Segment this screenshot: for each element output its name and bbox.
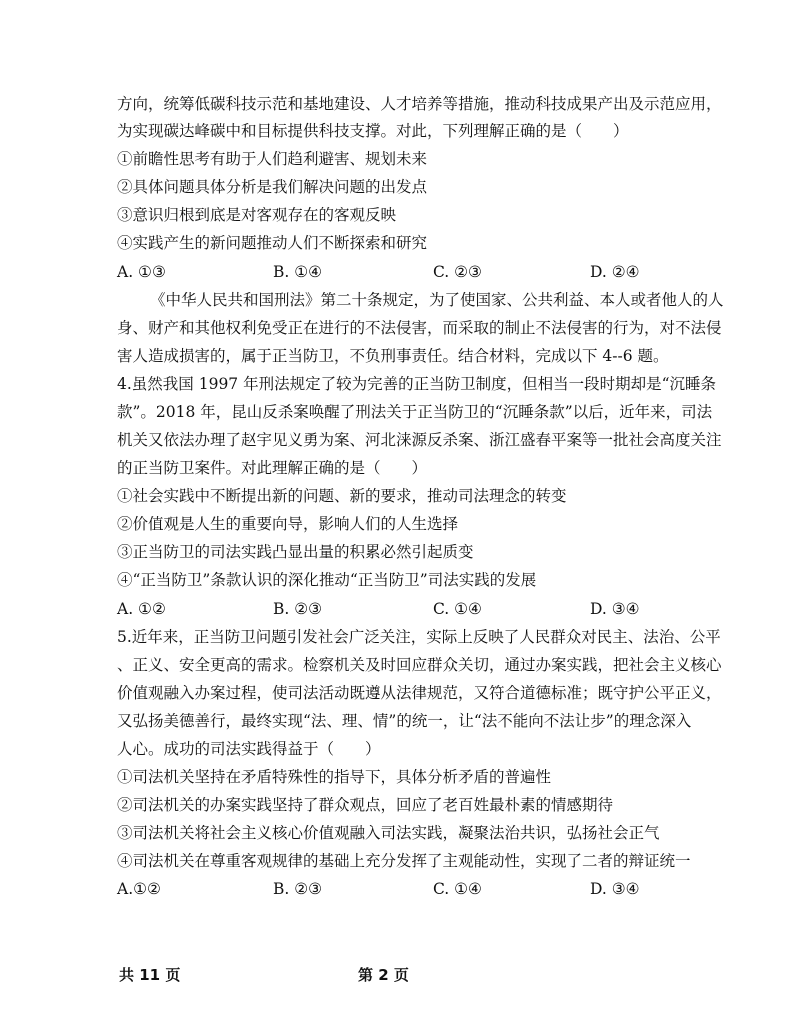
statement-item: ①司法机关坚持在矛盾特殊性的指导下，具体分析矛盾的普遍性 <box>117 768 552 786</box>
option-a: A. ①③ <box>117 263 166 281</box>
option-b: B. ②③ <box>273 600 323 618</box>
question-stem-line: 为实现碳达峰碳中和目标提供科技支撑。对此，下列理解正确的是（ ） <box>117 122 629 140</box>
option-c: C. ①④ <box>433 880 482 898</box>
page-total: 共 11 页 <box>119 966 181 984</box>
statement-item: ②具体问题具体分析是我们解决问题的出发点 <box>117 178 428 196</box>
statement-item: ③司法机关将社会主义核心价值观融入司法实践，凝聚法治共识，弘扬社会正气 <box>117 824 660 842</box>
statement-item: ④实践产生的新问题推动人们不断探索和研究 <box>117 234 428 252</box>
question-stem-line: 方向，统筹低碳科技示范和基地建设、人才培养等措施，推动科技成果产出及示范应用， <box>117 95 722 113</box>
option-b: B. ①④ <box>273 263 323 281</box>
question-5-stem: 又弘扬美德善行，最终实现“法、理、情”的统一，让“法不能向不法让步”的理念深入 <box>117 712 692 730</box>
question-5-stem: 价值观融入办案过程，使司法活动既遵从法律规范，又符合道德标准；既守护公平正义， <box>117 684 722 702</box>
statement-item: ③意识归根到底是对客观存在的客观反映 <box>117 206 397 224</box>
option-b: B. ②③ <box>273 880 323 898</box>
option-d: D. ②④ <box>590 263 640 281</box>
question-4-stem: 款”。2018 年，昆山反杀案唤醒了刑法关于正当防卫的“沉睡条款”以后，近年来，司法 <box>117 403 713 421</box>
question-4-stem: 的正当防卫案件。对此理解正确的是（ ） <box>117 459 428 477</box>
question-4-stem: 机关又依法办理了赵宇见义勇为案、河北涞源反杀案、浙江盛春平案等一批社会高度关注 <box>117 431 722 449</box>
option-a: A. ①② <box>117 600 166 618</box>
question-5-stem: 5.近年来，正当防卫问题引发社会广泛关注，实际上反映了人民群众对民主、法治、公平 <box>117 628 721 646</box>
question-5-stem: 人心。成功的司法实践得益于（ ） <box>117 740 381 758</box>
statement-item: ②价值观是人生的重要向导，影响人们的人生选择 <box>117 515 459 533</box>
option-c: C. ①④ <box>433 600 482 618</box>
statement-item: ①社会实践中不断提出新的问题、新的要求，推动司法理念的转变 <box>117 487 567 505</box>
option-c: C. ②③ <box>433 263 482 281</box>
page-number: 第 2 页 <box>358 966 409 984</box>
statement-item: ④司法机关在尊重客观规律的基础上充分发挥了主观能动性，实现了二者的辩证统一 <box>117 852 691 870</box>
question-4-stem: 4.虽然我国 1997 年刑法规定了较为完善的正当防卫制度，但相当一段时期却是“沉睡条 <box>117 375 717 393</box>
statement-item: ②司法机关的办案实践坚持了群众观点，回应了老百姓最朴素的情感期待 <box>117 796 614 814</box>
material-line: 身、财产和其他权利免受正在进行的不法侵害，而采取的制止不法侵害的行为，对不法侵 <box>117 319 722 337</box>
option-a: A.①② <box>117 880 161 898</box>
statement-item: ③正当防卫的司法实践凸显出量的积累必然引起质变 <box>117 543 474 561</box>
statement-item: ①前瞻性思考有助于人们趋利避害、规划未来 <box>117 150 428 168</box>
question-5-stem: 、正义、安全更高的需求。检察机关及时回应群众关切，通过办案实践，把社会主义核心 <box>117 656 722 674</box>
option-d: D. ③④ <box>590 880 640 898</box>
material-line: 《中华人民共和国刑法》第二十条规定，为了使国家、公共利益、本人或者他人的人 <box>150 291 724 309</box>
option-d: D. ③④ <box>590 600 640 618</box>
statement-item: ④“正当防卫”条款认识的深化推动“正当防卫”司法实践的发展 <box>117 571 537 589</box>
material-line: 害人造成损害的，属于正当防卫，不负刑事责任。结合材料，完成以下 4--6 题。 <box>117 347 669 365</box>
